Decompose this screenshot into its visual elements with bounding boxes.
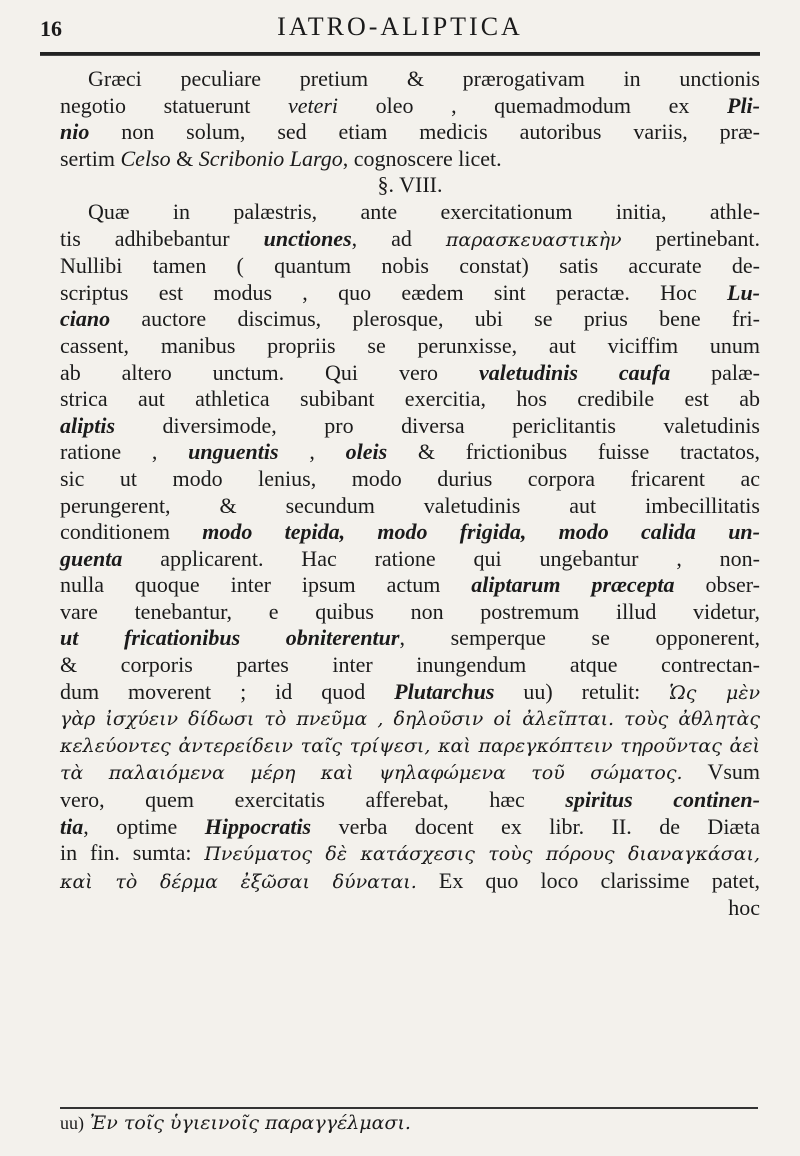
text-line: ab altero unctum. Qui vero valetudinis caufa palæ- [60, 359, 760, 385]
footnote-text: Ἐν τοῖς ὑγιεινοῖς παραγγέλμασι. [84, 1112, 411, 1134]
running-head: IATRO-ALIPTICA [277, 12, 523, 41]
text-line: perungerent, & secundum valetudinis aut imbecillitatis [60, 492, 760, 518]
text-line: ciano auctore discimus, plerosque, ubi se prius bene fri- [60, 306, 760, 332]
text-line: nulla quoque inter ipsum actum aliptarum præcepta obser- [60, 572, 760, 598]
text-line: tia, optime Hippocratis verba docent ex libr. II. de Diæta [60, 813, 760, 839]
footnote-marker: uu) [60, 1113, 84, 1133]
text-line: & corporis partes inter inungendum atque contrectan- [60, 652, 760, 678]
text-line: strica aut athletica subibant exercitia, hos credibile est ab [60, 386, 760, 412]
text-line: guenta applicarent. Hac ratione qui ungebantur , non- [60, 545, 760, 571]
text-line: Græci peculiare pretium & prærogativam in unctionis [88, 66, 760, 91]
header-rule [40, 52, 760, 56]
paragraph-2 [60, 199, 760, 922]
text-line: καὶ τὸ δέρμα ἐξῶσαι δύναται. Ex quo loco clarissime patet, [60, 867, 761, 893]
text-line: aliptis diversimode, pro diversa periclitantis valetudinis [60, 412, 760, 438]
text-line: sertim Celso & Scribonio Largo, cognoscere licet. [60, 145, 502, 171]
footnote-rule [60, 1107, 758, 1109]
text-line: conditionem modo tepida, modo frigida, modo calida un- [60, 519, 760, 545]
greek-quote-line: κελεύοντες ἀντερείδειν ταῖς τρίψεσι, καὶ παρεγκόπτειν τηροῦντας ἀεὶ [60, 734, 760, 757]
section-heading: §. VIII. [377, 172, 443, 198]
text-line: Quæ in palæstris, ante exercitationum initia, athle- [88, 198, 760, 224]
text-line: vare tenebantur, e quibus non postremum illud videtur, [60, 598, 760, 624]
main-text [60, 66, 760, 922]
text-line: Nullibi tamen ( quantum nobis constat) satis accurate de- [60, 253, 760, 279]
page-number: 16 [40, 16, 62, 41]
footnote [60, 1112, 411, 1134]
text-line: scriptus est modus , quo eædem sint peractæ. Hoc Lu- [60, 279, 760, 305]
paragraph-1 [60, 66, 760, 172]
text-line: ratione , unguentis , oleis & frictionibus fuisse tractatos, [60, 439, 761, 465]
text-line: dum moverent ; id quod Plutarchus uu) retulit: Ὡς μὲν [60, 678, 761, 704]
text-line: ut fricationibus obniterentur, semperque se opponerent, [60, 625, 760, 651]
greek-quote-line: γὰρ ἰσχύειν δίδωσι τὸ πνεῦμα , δηλοῦσιν οἱ ἀλεῖπται. τοὺς ἀθλητὰς [60, 708, 760, 731]
text-line: sic ut modo lenius, modo durius corpora fricarent ac [60, 465, 760, 491]
catchword: hoc [728, 895, 760, 921]
text-line: cassent, manibus propriis se perunxisse, aut viciffim unum [60, 332, 760, 358]
text-line: vero, quem exercitatis afferebat, hæc spiritus continen- [60, 787, 760, 813]
text-line: nio non solum, sed etiam medicis autoribus variis, præ- [60, 119, 760, 145]
text-line: in fin. sumta: Πνεύματος δὲ κατάσχεσις τοὺς πόρους διαναγκάσαι, [60, 840, 760, 866]
text-line: tis adhibebantur unctiones, ad παρασκευαστικὴν pertinebant. [60, 225, 760, 251]
text-line: negotio statuerunt veteri oleo , quemadmodum ex Pli- [60, 92, 760, 118]
page-header [40, 6, 760, 52]
text-line: τὰ παλαιόμενα μέρη καὶ ψηλαφώμενα τοῦ σώματος. Vsum [60, 759, 761, 785]
